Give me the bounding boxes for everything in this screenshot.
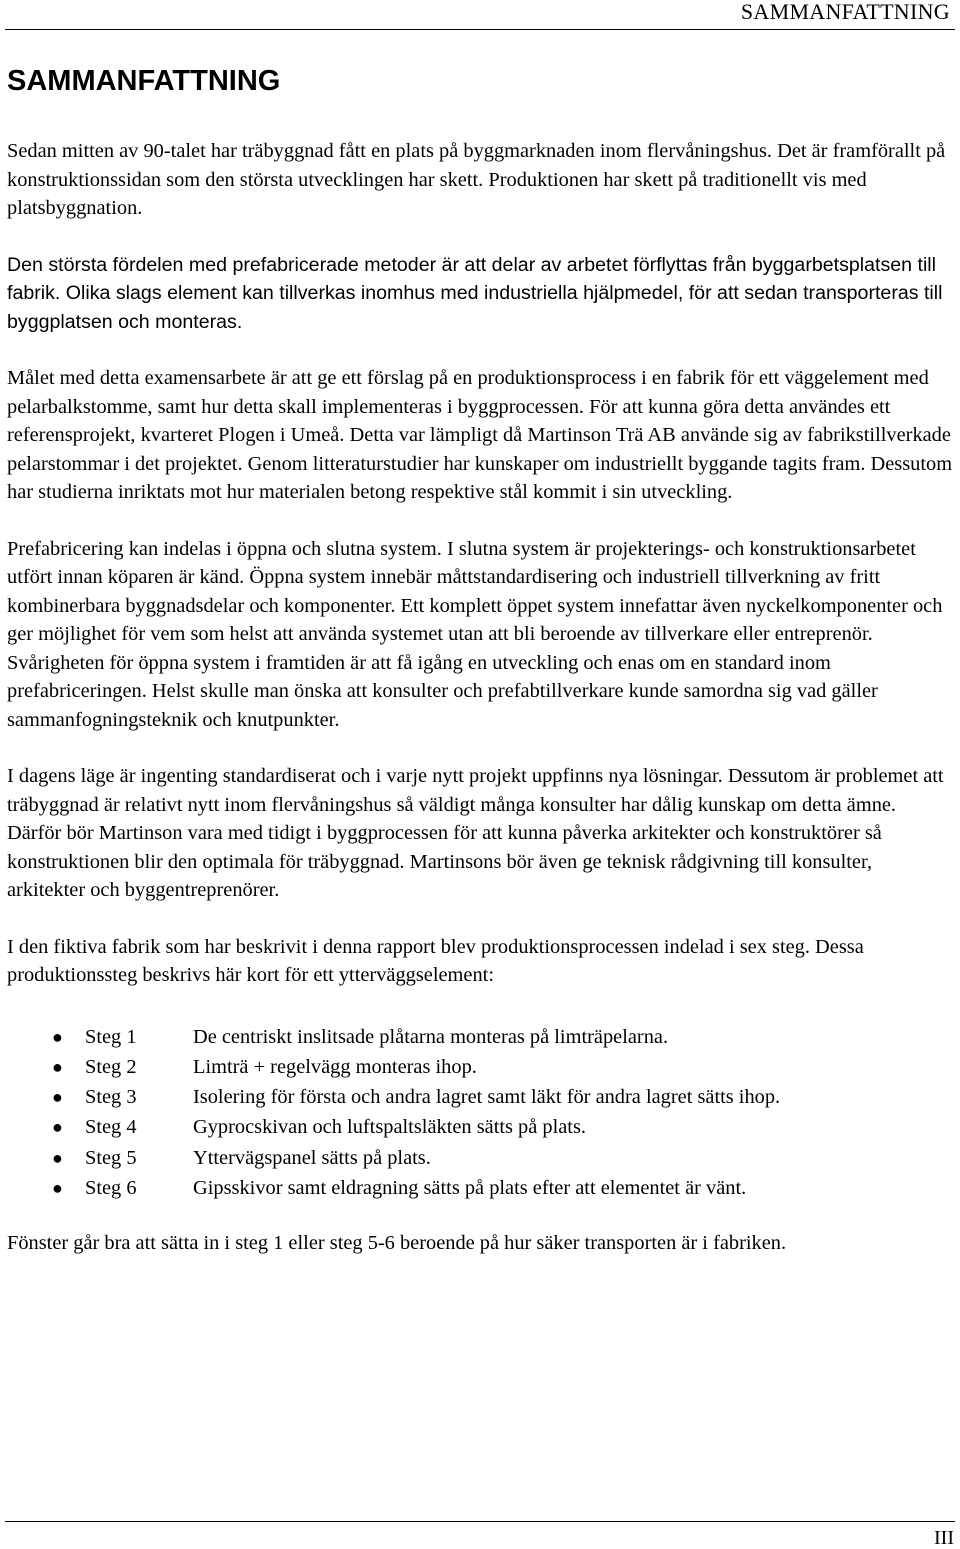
paragraph-5: I dagens läge är ingenting standardiserat och i varje nytt projekt uppfinns nya lösningar. Dessutom är problemet att träbyggnad är relativt nytt inom flervåningshus så väldigt många konsulter har dålig kunskap om detta ämne. Därför bör Martinson vara med tidigt i byggprocessen för att kunna påverka arkitekter och konstruktörer så konstruktionen blir den optimala för träbyggnad. Martinsons bör även ge teknisk rådgivning till konsulter, arkitekter och byggentreprenörer.: [7, 765, 944, 901]
bullet-icon: ●: [52, 1147, 63, 1168]
list-item: [7, 1112, 955, 1142]
step-description: Yttervägspanel sätts på plats.: [193, 1146, 431, 1169]
closing-paragraph: Fönster går bra att sätta in i steg 1 eller steg 5-6 beroende på hur säker transporten är i fabriken.: [7, 1232, 787, 1255]
list-item: [7, 1052, 955, 1082]
paragraph-2: Den största fördelen med prefabricerade metoder är att delar av arbetet förflyttas från byggarbetsplatsen till fabrik. Olika slags element kan tillverkas inomhus med industriella hjälpmedel, för att sedan transporteras till byggplatsen och monteras.: [7, 253, 943, 333]
page-title: SAMMANFATTNING: [7, 65, 281, 97]
paragraph-1: Sedan mitten av 90-talet har träbyggnad fått en plats på byggmarknaden inom flervåningshus. Det är framförallt på konstruktionssidan som den största utvecklingen har skett. Produktionen har skett på traditionellt vis med platsbyggnation.: [7, 140, 946, 219]
bullet-icon: ●: [52, 1117, 63, 1138]
paragraph-4: Prefabricering kan indelas i öppna och slutna system. I slutna system är projekterings- och konstruktionsarbetet utfört innan köparen är känd. Öppna system innebär måttstandardisering och industriell tillverkning av fritt kombinerbara byggnadsdelar och komponenter. Ett komplett öppet system innefattar även nyckelkomponenter och ger möjlighet för vem som helst att använda systemet utan att bli beroende av tillverkare eller entreprenör. Svårigheten för öppna system i framtiden är att få igång en utveckling och enas om en standard inom prefabriceringen. Helst skulle man önska att konsulter och prefabtillverkare kunde samordna sig vad gäller sammanfogningsteknik och knutpunkter.: [7, 537, 943, 731]
paragraph-6: I den fiktiva fabrik som har beskrivit i denna rapport blev produktionsprocessen indelad i sex steg. Dessa produktionssteg beskrivs här kort för ett ytterväggselement:: [7, 935, 864, 986]
footer-rule: [5, 1521, 955, 1522]
running-header: SAMMANFATTNING: [740, 0, 950, 24]
bullet-icon: ●: [52, 1026, 63, 1047]
step-name: Steg 1: [85, 1025, 137, 1048]
list-item: [7, 1022, 955, 1052]
list-item: [7, 1082, 955, 1112]
step-name: Steg 2: [85, 1055, 137, 1078]
step-description: De centriskt inslitsade plåtarna monteras på limträpelarna.: [193, 1025, 669, 1048]
list-item: [7, 1143, 955, 1173]
page-number: III: [934, 1527, 954, 1549]
step-name: Steg 5: [85, 1146, 137, 1169]
steps-list: [7, 1022, 955, 1204]
step-description: Isolering för första och andra lagret samt läkt för andra lagret sätts ihop.: [193, 1086, 781, 1109]
step-name: Steg 4: [85, 1116, 137, 1139]
step-description: Limträ + regelvägg monteras ihop.: [193, 1055, 477, 1078]
body-text: [7, 137, 955, 1286]
step-description: Gipsskivor samt eldragning sätts på plats efter att elementet är vänt.: [193, 1176, 747, 1199]
bullet-icon: ●: [52, 1087, 63, 1108]
bullet-icon: ●: [52, 1177, 63, 1198]
bullet-icon: ●: [52, 1056, 63, 1077]
header-rule: [5, 29, 955, 30]
step-name: Steg 6: [85, 1176, 137, 1199]
step-description: Gyprocskivan och luftspaltsläkten sätts på plats.: [193, 1116, 587, 1139]
list-item: [7, 1173, 955, 1203]
paragraph-3: Målet med detta examensarbete är att ge ett förslag på en produktionsprocess i en fabrik för ett väggelement med pelarbalkstomme, samt hur detta skall implementeras i byggprocessen. För att kunna göra detta användes ett referensprojekt, kvarteret Plogen i Umeå. Detta var lämpligt då Martinson Trä AB använde sig av fabrikstillverkade pelarstommar i det projektet. Genom litteraturstudier har kunskaper om industriellt byggande tagits fram. Dessutom har studierna inriktats mot hur materialen betong respektive stål kommit i sin utveckling.: [7, 367, 953, 503]
step-name: Steg 3: [85, 1086, 137, 1109]
